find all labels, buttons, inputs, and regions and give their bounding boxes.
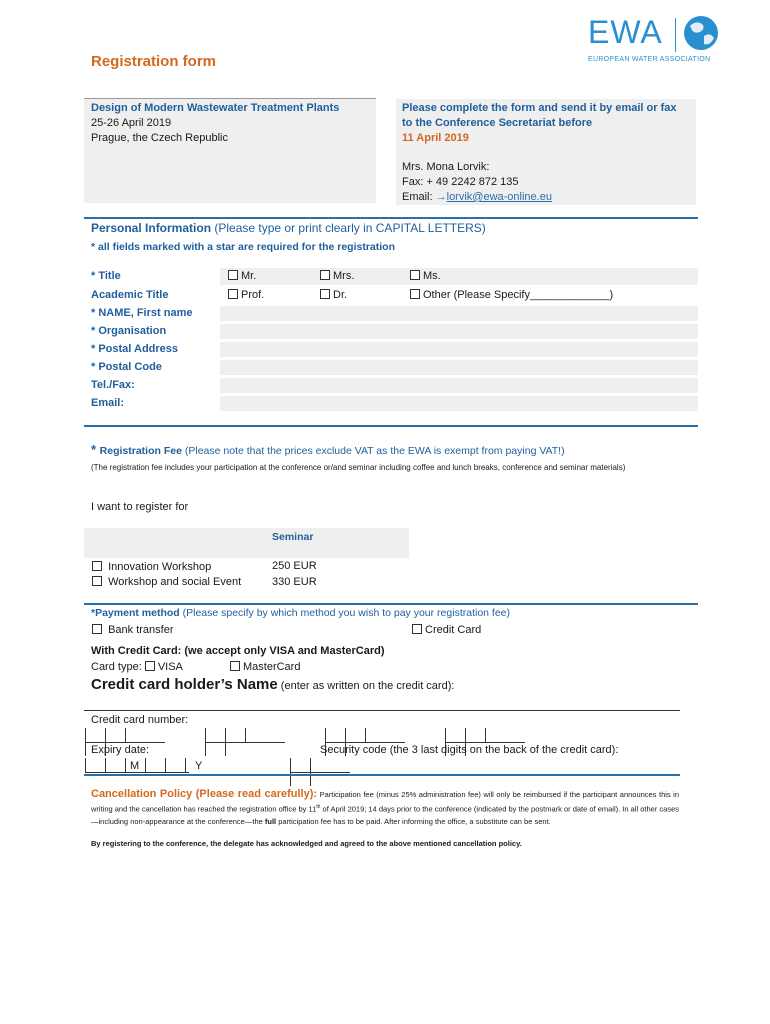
instructions-box [396, 99, 696, 205]
option-mr-label: Mr. [241, 270, 257, 282]
card-number-group-3[interactable] [325, 728, 405, 743]
label-name: * NAME, First name [91, 307, 193, 319]
option-mastercard[interactable] [230, 661, 300, 673]
logo-text: EWA [588, 14, 663, 50]
expiry-year-marker: Y [195, 760, 203, 772]
organisation-field[interactable] [220, 324, 698, 339]
card-number-label: Credit card number: [91, 714, 189, 726]
ewa-logo [588, 14, 723, 68]
register-for: I want to register for [91, 501, 189, 513]
card-number-group-4[interactable] [445, 728, 525, 743]
title-row-bg [220, 268, 698, 285]
expiry-month-marker: M [130, 760, 140, 772]
checkbox-icon [92, 576, 102, 586]
fee-includes: (The registration fee includes your participation at the conference or/and seminar including coffee and lunch breaks, conference and seminar materials) [91, 463, 626, 472]
postal-address-field[interactable] [220, 342, 698, 357]
deadline: 11 April 2019 [402, 132, 469, 144]
option-workshop-social[interactable] [92, 576, 241, 588]
postal-code-field[interactable] [220, 360, 698, 375]
cancellation-sup: th [316, 804, 321, 810]
seminar-column-header: Seminar [272, 531, 314, 543]
contact-fax: Fax: + 49 2242 872 135 [402, 176, 519, 188]
form-title: Registration form [91, 53, 217, 70]
innovation-workshop-label: Innovation Workshop [108, 561, 212, 573]
instructions-line1: Please complete the form and send it by email or fax [402, 102, 677, 114]
fee-star: * [91, 442, 100, 457]
payment-heading-note: (Please specify by which method you wish to pay your registration fee) [179, 607, 511, 619]
label-organisation: * Organisation [91, 325, 167, 337]
checkbox-icon [320, 289, 330, 299]
checkbox-icon [228, 289, 238, 299]
fee-heading-note: (Please note that the prices exclude VAT as the EWA is exempt from paying VAT!) [181, 445, 565, 457]
checkbox-icon [230, 661, 240, 671]
checkbox-icon [410, 270, 420, 280]
credit-card-label: Credit Card [425, 624, 482, 636]
checkbox-icon [92, 561, 102, 571]
checkbox-icon [412, 624, 422, 634]
section-divider-cancellation [84, 774, 680, 776]
seminar-header-bg [84, 528, 409, 558]
card-type-row [91, 661, 183, 673]
event-location: Prague, the Czech Republic [91, 132, 228, 144]
checkbox-icon [320, 270, 330, 280]
checkbox-icon [145, 661, 155, 671]
option-ms[interactable] [410, 270, 441, 282]
contact-email-link[interactable]: lorvik@ewa-online.eu [446, 191, 552, 203]
instructions-line2: to the Conference Secretariat before [402, 117, 593, 129]
contact-email-row [402, 191, 552, 203]
mastercard-label: MasterCard [243, 661, 301, 673]
label-academic-title: Academic Title [91, 289, 169, 301]
visa-label: VISA [157, 661, 183, 673]
innovation-workshop-price: 250 EUR [272, 560, 317, 572]
option-prof-label: Prof. [241, 289, 265, 301]
contact-name: Mrs. Mona Lorvik: [402, 161, 490, 173]
tel-fax-field[interactable] [220, 378, 698, 393]
option-prof[interactable] [228, 289, 264, 301]
holder-note: (enter as written on the credit card): [277, 680, 455, 692]
option-bank-transfer[interactable] [92, 624, 173, 636]
section-divider-payment [84, 603, 698, 605]
cancellation-text-2: of April 2019; 14 days prior to the conference (indicated by the postmark or date of email). In all other cases—including non-appearance at the conference—the [91, 804, 680, 826]
event-dates: 25-26 April 2019 [91, 117, 172, 129]
label-email: Email: [91, 397, 125, 409]
required-note: * all fields marked with a star are required for the registration [91, 241, 396, 253]
holder-row [91, 676, 454, 693]
payment-heading-text: *Payment method [91, 607, 180, 619]
option-dr[interactable] [320, 289, 347, 301]
card-number-group-1[interactable] [85, 728, 165, 743]
personal-heading-note: (Please type or print clearly in CAPITAL LETTERS) [211, 221, 486, 235]
label-postal-code: * Postal Code [91, 361, 162, 373]
card-number-group-2[interactable] [205, 728, 285, 743]
section-divider-fee [84, 425, 698, 427]
expiry-label: Expiry date: [91, 744, 150, 756]
label-title: * Title [91, 270, 121, 282]
label-tel-fax: Tel./Fax: [91, 379, 135, 391]
option-innovation-workshop[interactable] [92, 561, 211, 573]
cancellation-policy [91, 788, 679, 828]
holder-label: Credit card holder’s Name [91, 676, 278, 693]
checkbox-icon [92, 624, 102, 634]
fee-heading-text: Registration Fee [99, 445, 182, 457]
payment-heading [91, 607, 510, 619]
logo-subtitle: EUROPEAN WATER ASSOCIATION [588, 56, 711, 63]
cancellation-text-1: Participation fee (minus 25% administration fee) will only be reimbursed if the participant announces this in writing and the cancellation has reached the registration office by 11 [91, 790, 679, 814]
cancellation-full: full [264, 816, 277, 826]
fee-heading [91, 442, 565, 457]
option-ms-label: Ms. [423, 270, 441, 282]
label-postal-address: * Postal Address [91, 343, 179, 355]
workshop-social-label: Workshop and social Event [108, 576, 242, 588]
option-dr-label: Dr. [333, 289, 348, 301]
cancellation-text-3: participation fee has to be paid. After informing the office, a substitute can be sent. [276, 816, 551, 826]
event-name: Design of Modern Wastewater Treatment Plants [91, 102, 340, 114]
card-type-label: Card type: [91, 661, 142, 673]
cancellation-heading: Cancellation Policy (Please read carefully): [91, 788, 318, 800]
cancellation-agreement: By registering to the conference, the delegate has acknowledged and agreed to the above mentioned cancellation policy. [91, 839, 522, 848]
checkbox-icon [228, 270, 238, 280]
personal-heading [91, 221, 486, 235]
email-label: Email: [402, 191, 436, 203]
holder-name-line[interactable] [84, 710, 680, 711]
security-code-field[interactable] [290, 758, 350, 773]
option-credit-card[interactable] [412, 624, 481, 636]
checkbox-icon [410, 289, 420, 299]
option-other[interactable] [410, 289, 613, 301]
personal-heading-text: Personal Information [91, 221, 212, 235]
with-credit-card: With Credit Card: (we accept only VISA and MasterCard) [91, 645, 385, 657]
option-mr[interactable] [228, 270, 256, 282]
workshop-social-price: 330 EUR [272, 576, 317, 588]
name-field[interactable] [220, 306, 698, 321]
option-mrs[interactable] [320, 270, 354, 282]
security-code-label: Security code (the 3 last digits on the back of the credit card): [320, 744, 619, 756]
section-divider-personal [84, 217, 698, 219]
email-field[interactable] [220, 396, 698, 411]
globe-icon [682, 14, 720, 52]
option-other-label: Other (Please Specify_____________) [423, 289, 614, 301]
option-mrs-label: Mrs. [333, 270, 355, 282]
logo-divider [675, 18, 676, 52]
event-info-box [84, 99, 376, 203]
option-visa[interactable] [145, 661, 183, 673]
bank-transfer-label: Bank transfer [108, 624, 174, 636]
arrow-icon: → [435, 191, 447, 203]
